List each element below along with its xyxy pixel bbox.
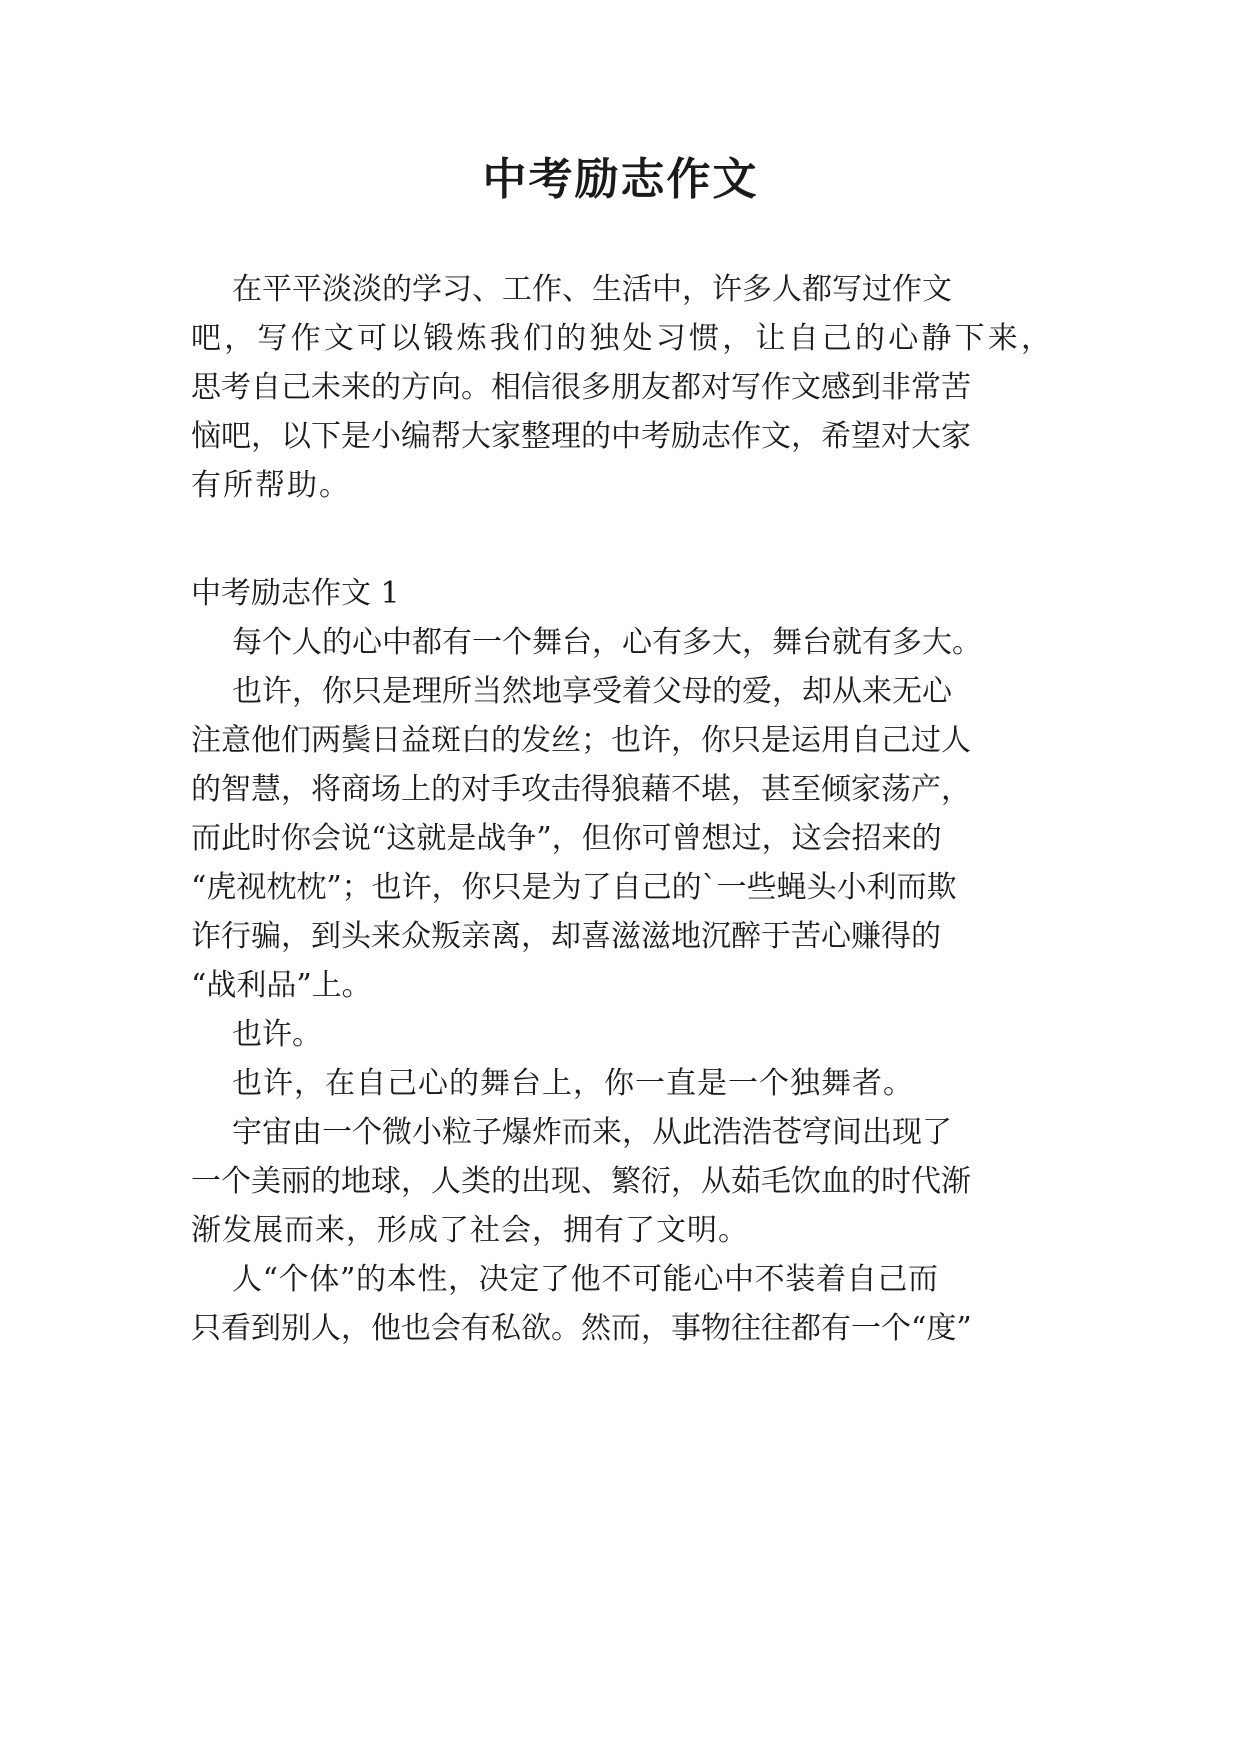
intro-line-5: 有所帮助。 [191,468,351,503]
body-line-7: 诈行骗，到头来众叛亲离，却喜滋滋地沉醉于苦心赚得的 [191,919,941,954]
document-title: 中考励志作文 [482,154,759,205]
intro-line-3: 思考自己未来的方向。相信很多朋友都对写作文感到非常苦 [191,370,971,405]
body-line-13: 渐发展而来，形成了社会，拥有了文明。 [191,1213,749,1248]
body-line-15: 只看到别人，他也会有私欲。然而，事物往往都有一个“度” [191,1311,972,1346]
body-line-6: “虎视枕枕”；也许，你只是为了自己的`一些蝇头小利而欺 [191,870,957,905]
body-line-1: 每个人的心中都有一个舞台，心有多大，舞台就有多大。 [232,625,982,660]
intro-line-1: 在平平淡淡的学习、工作、生活中，许多人都写过作文 [232,272,952,307]
body-line-3: 注意他们两鬓日益斑白的发丝；也许，你只是运用自己过人 [191,723,971,758]
intro-line-4: 恼吧，以下是小编帮大家整理的中考励志作文，希望对大家 [191,419,971,454]
body-line-11: 宇宙由一个微小粒子爆炸而来，从此浩浩苍穹间出现了 [232,1115,952,1150]
body-line-5: 而此时你会说“这就是战争”，但你可曾想过，这会招来的 [191,821,942,856]
body-line-12: 一个美丽的地球，人类的出现、繁衍，从茹毛饮血的时代渐 [191,1164,971,1199]
intro-line-2: 吧，写作文可以锻炼我们的独处习惯，让自己的心静下来， [191,321,1051,356]
body-line-10: 也许，在自己心的舞台上，你一直是一个独舞者。 [232,1066,914,1101]
body-line-4: 的智慧，将商场上的对手攻击得狼藉不堪，甚至倾家荡产， [191,772,971,807]
body-line-9: 也许。 [232,1017,322,1052]
body-line-2: 也许，你只是理所当然地享受着父母的爱，却从来无心 [232,674,952,709]
section-heading: 中考励志作文 1 [191,576,400,611]
body-line-8: “战利品”上。 [191,968,372,1003]
body-line-14: 人“个体”的本性，决定了他不可能心中不装着自己而 [232,1262,938,1297]
